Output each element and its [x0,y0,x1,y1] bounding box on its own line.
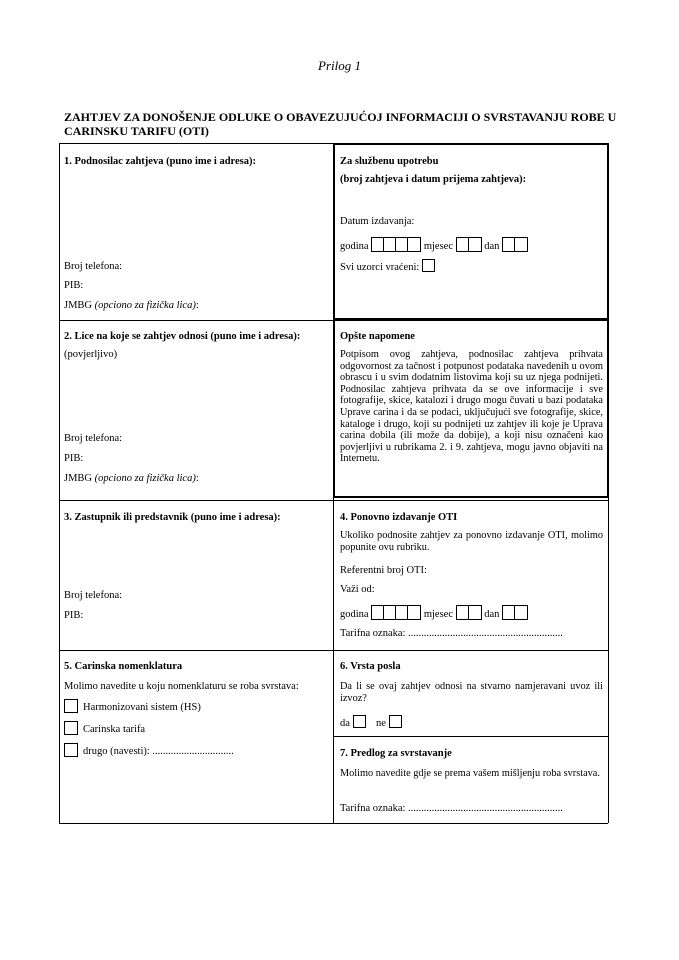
s3-phone-label: Broj telefona: [64,590,123,601]
nomenclature-text: Molimo navedite u koju nomenklaturu se roba svrstava: [64,681,299,692]
reissue-year-input[interactable] [371,605,421,620]
month-input[interactable] [456,237,482,252]
form-title: ZAHTJEV ZA DONOŠENJE ODLUKE O OBAVEZUJUĆOJ INFORMACIJI O SVRSTAVANJU ROBE U CARINSKU TARIFU (OTI) [64,110,617,138]
valid-from-label: Važi od: [340,584,375,595]
day-input[interactable] [502,237,528,252]
section-4-heading: 4. Ponovno izdavanje OTI [340,512,458,523]
section-5-heading: 5. Carinska nomenklatura [64,661,183,672]
yes-checkbox[interactable] [353,715,366,728]
year-input[interactable] [371,237,421,252]
reissue-text: Ukoliko podnosite zahtjev za ponovno izdavanje OTI, molimo popunite ovu rubriku. [340,530,603,553]
notes-text: Potpisom ovog zahtjeva, podnosilac zahtjeva prihvata odgovornost za tačnost i potpunost podataka navedenih u ovom obrascu i u svim dodatnim listovima koji su uz njega podnijeti. Podnosilac zahtjeva prihvata da se ove informacije i sve fotografije, skice, katalozi i drugo mogu čuvati u bazi podataka Uprave carina i da se podaci, uključujući sve fotografije, skice, kataloge i drugo, koji su podnijeti uz zahtjev ili koje je Uprava carina dobila (ili može da dobije), a koji nisu označeni kao povjerljivi u rubrikama 2. i 9. zahtjeva, mogu javno objaviti na Internetu. [340,349,603,465]
reissue-tariff-field[interactable]: Tarifna oznaka: ........................................................... [340,628,563,639]
s1-phone-label: Broj telefona: [64,261,123,272]
valid-from-fields: godina mjesec dan [340,605,528,621]
hs-label: Harmonizovani sistem (HS) [83,702,201,713]
no-checkbox[interactable] [389,715,402,728]
yes-no-options: da ne [340,715,402,730]
section-2-heading: 2. Lice na koje se zahtjev odnosi (puno ime i adresa): [64,331,301,342]
samples-returned: Svi uzorci vraćeni: [340,259,435,274]
application-form [59,143,608,823]
s2-pib-label: PIB: [64,453,84,464]
samples-returned-checkbox[interactable] [422,259,435,272]
section-6-heading: 6. Vrsta posla [340,661,401,672]
official-subheading: (broj zahtjeva i datum prijema zahtjeva): [340,174,527,185]
s1-jmbg-label: JMBG (opciono za fizička lica): [64,300,199,311]
transaction-text: Da li se ovaj zahtjev odnosi na stvarno namjeravani uvoz ili izvoz? [340,681,603,704]
s1-pib-label: PIB: [64,280,84,291]
reference-number-label: Referentni broj OTI: [340,565,427,576]
section-7-heading: 7. Predlog za svrstavanje [340,748,452,759]
hs-checkbox[interactable] [64,699,78,713]
reissue-month-input[interactable] [456,605,482,620]
section-1-heading: 1. Podnosilac zahtjeva (puno ime i adresa): [64,156,257,167]
s2-jmbg-label: JMBG (opciono za fizička lica): [64,473,199,484]
official-heading: Za službenu upotrebu [340,156,439,167]
issue-date-fields: godina mjesec dan [340,237,528,253]
s3-pib-label: PIB: [64,610,84,621]
proposal-tariff-field[interactable]: Tarifna oznaka: ........................................................... [340,803,563,814]
annex-label: Prilog 1 [318,58,361,73]
proposal-text: Molimo navedite gdje se prema vašem mišljenju roba svrstava. [340,768,600,779]
other-checkbox[interactable] [64,743,78,757]
notes-heading: Opšte napomene [340,331,415,342]
reissue-day-input[interactable] [502,605,528,620]
issue-date-label: Datum izdavanja: [340,216,415,227]
customs-tariff-checkbox[interactable] [64,721,78,735]
confidential-note: (povjerljivo) [64,349,118,360]
section-3-heading: 3. Zastupnik ili predstavnik (puno ime i adresa): [64,512,281,523]
s2-phone-label: Broj telefona: [64,433,123,444]
other-label: drugo (navesti): ............................... [83,746,234,757]
customs-tariff-label: Carinska tarifa [83,724,146,735]
